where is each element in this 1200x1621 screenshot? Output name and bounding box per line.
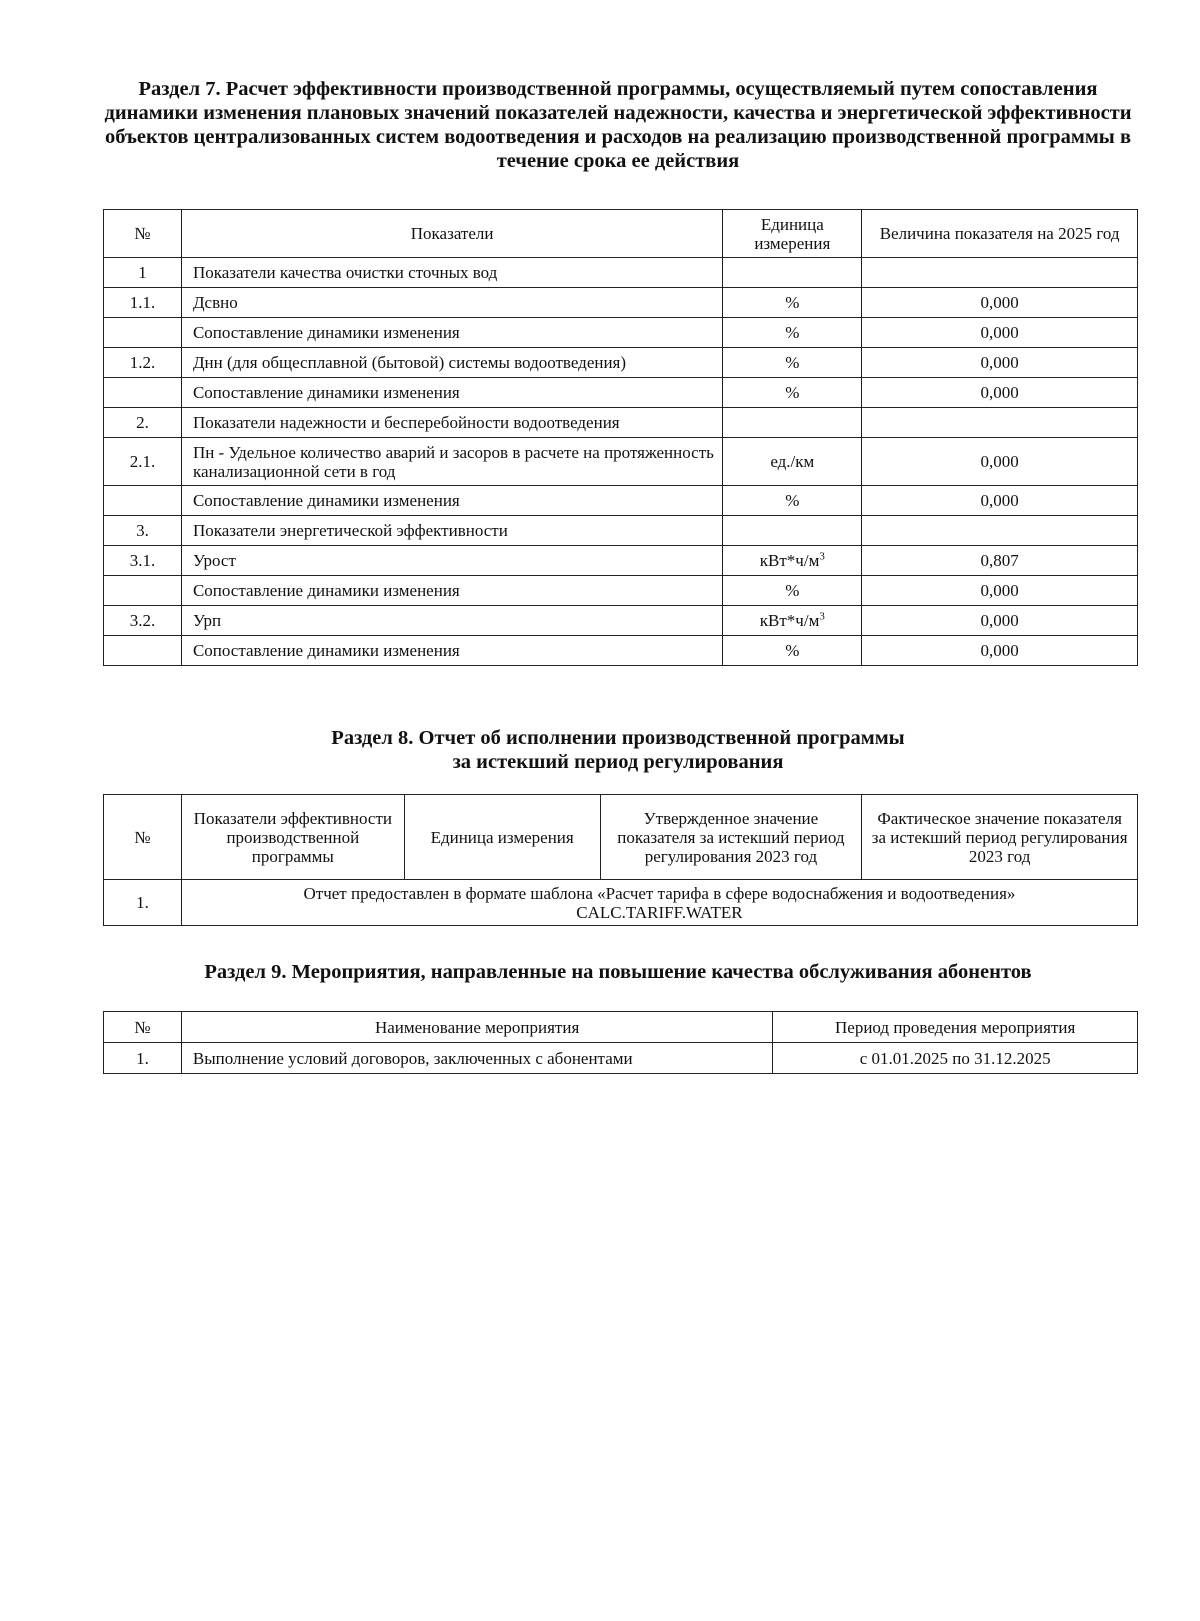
report-text-line2: CALC.TARIFF.WATER	[576, 902, 743, 922]
row-unit-text: кВт*ч/м	[759, 551, 820, 570]
row-num-text: 1.2.	[129, 353, 156, 372]
row-value-text: 0,000	[980, 353, 1019, 372]
row-value-text: 0,000	[980, 491, 1019, 510]
header-unit: Единица измерения	[723, 210, 862, 258]
table-row	[104, 378, 1138, 408]
row-unit	[723, 606, 862, 636]
section-8-table	[103, 794, 1138, 926]
header-unit: Единица измерения	[404, 795, 600, 880]
row-indicator	[181, 516, 722, 546]
row-num	[104, 516, 182, 546]
table-row	[104, 288, 1138, 318]
row-indicator	[181, 636, 722, 666]
row-unit	[723, 516, 862, 546]
row-num	[104, 288, 182, 318]
row-indicator	[181, 576, 722, 606]
row-value-text: 0,000	[980, 323, 1019, 342]
row-indicator-text: Сопоставление динамики изменения	[192, 581, 460, 600]
table-row	[104, 348, 1138, 378]
row-unit	[723, 318, 862, 348]
row-unit-text: %	[785, 323, 800, 342]
row-value	[862, 486, 1138, 516]
row-indicator-text: Сопоставление динамики изменения	[192, 491, 460, 510]
row-unit	[723, 378, 862, 408]
table-row	[104, 486, 1138, 516]
table-row	[104, 576, 1138, 606]
row-value	[862, 408, 1138, 438]
header-num: №	[104, 795, 182, 880]
row-value	[862, 516, 1138, 546]
section-7-table	[103, 209, 1138, 666]
table-row	[104, 546, 1138, 576]
header-actual: Фактическое значение показателя за истекший период регулирования 2023 год	[862, 795, 1138, 880]
row-indicator	[181, 546, 722, 576]
row-num	[104, 378, 182, 408]
row-unit-text: %	[785, 641, 800, 660]
section-8-title-line1: Раздел 8. Отчет об исполнении производственной программы	[331, 727, 905, 749]
row-value	[862, 318, 1138, 348]
row-num	[104, 546, 182, 576]
header-approved: Утвержденное значение показателя за истекший период регулирования 2023 год	[600, 795, 862, 880]
unit-superscript: 3	[819, 550, 825, 563]
row-num-text: 3.1.	[129, 551, 156, 570]
table-row	[104, 636, 1138, 666]
row-unit	[723, 636, 862, 666]
row-value-text: 0,000	[980, 452, 1019, 471]
section-9-table	[103, 1011, 1138, 1074]
row-value-text: 0,807	[980, 551, 1019, 570]
row-num: 1.	[104, 1043, 182, 1074]
report-text-line1: Отчет предоставлен в формате шаблона «Расчет тарифа в сфере водоснабжения и водоотведения»	[303, 883, 1016, 903]
row-num-text: 1.1.	[129, 293, 156, 312]
header-name: Наименование мероприятия	[181, 1012, 772, 1043]
row-unit-text: ед./км	[770, 452, 815, 471]
row-indicator	[181, 438, 722, 486]
row-value	[862, 288, 1138, 318]
row-indicator	[181, 258, 722, 288]
header-num: №	[104, 210, 182, 258]
row-indicator-text: Сопоставление динамики изменения	[192, 641, 460, 660]
row-num-text: 3.	[136, 521, 149, 540]
row-unit-text: %	[785, 293, 800, 312]
row-value-text: 0,000	[980, 611, 1019, 630]
table-header-row	[104, 795, 1138, 880]
row-name: Выполнение условий договоров, заключенных с абонентами	[181, 1043, 772, 1074]
header-indicator: Показатели эффективности производственной программы	[181, 795, 404, 880]
table-row	[104, 880, 1138, 926]
row-unit-text: %	[785, 491, 800, 510]
row-unit	[723, 288, 862, 318]
row-indicator	[181, 378, 722, 408]
row-unit-text: кВт*ч/м	[759, 611, 820, 630]
row-unit	[723, 576, 862, 606]
row-indicator-text: Сопоставление динамики изменения	[192, 323, 460, 342]
row-report-text	[181, 880, 1137, 926]
row-value-text: 0,000	[980, 383, 1019, 402]
table-row	[104, 408, 1138, 438]
row-num-text: 2.	[136, 413, 149, 432]
row-num: 1.	[104, 880, 182, 926]
row-num	[104, 486, 182, 516]
row-unit	[723, 486, 862, 516]
row-indicator-text: Показатели энергетической эффективности	[192, 521, 508, 540]
row-period: с 01.01.2025 по 31.12.2025	[773, 1043, 1138, 1074]
row-value	[862, 546, 1138, 576]
row-unit-text: %	[785, 581, 800, 600]
table-header-row	[104, 1012, 1138, 1043]
section-7-table-body	[104, 258, 1138, 666]
section-9-title: Раздел 9. Мероприятия, направленные на повышение качества обслуживания абонентов	[204, 961, 1032, 983]
row-indicator	[181, 408, 722, 438]
row-value-text: 0,000	[980, 581, 1019, 600]
table-row	[104, 1043, 1138, 1074]
row-value	[862, 348, 1138, 378]
table-row	[104, 606, 1138, 636]
section-8-title	[100, 726, 1136, 774]
row-value	[862, 576, 1138, 606]
table-row	[104, 258, 1138, 288]
row-num-text: 3.2.	[129, 611, 156, 630]
row-indicator-text: Пн - Удельное количество аварий и засоров в расчете на протяженность канализационной сети в год	[192, 442, 714, 481]
row-unit-text: %	[785, 353, 800, 372]
row-indicator	[181, 288, 722, 318]
row-indicator	[181, 318, 722, 348]
row-value	[862, 258, 1138, 288]
row-indicator-text: Показатели надежности и бесперебойности водоотведения	[192, 413, 620, 432]
row-unit-text: %	[785, 383, 800, 402]
row-indicator	[181, 606, 722, 636]
row-unit	[723, 408, 862, 438]
row-num	[104, 438, 182, 486]
header-num: №	[104, 1012, 182, 1043]
row-num	[104, 318, 182, 348]
row-value-text: 0,000	[980, 293, 1019, 312]
table-row	[104, 438, 1138, 486]
section-8-title-line2: за истекший период регулирования	[452, 751, 784, 773]
row-value	[862, 606, 1138, 636]
row-num	[104, 606, 182, 636]
row-indicator-text: Днн (для общесплавной (бытовой) системы водоотведения)	[192, 353, 627, 372]
table-header-row	[104, 210, 1138, 258]
row-unit	[723, 348, 862, 378]
row-num	[104, 348, 182, 378]
row-num-text: 2.1.	[129, 452, 156, 471]
header-period: Период проведения мероприятия	[773, 1012, 1138, 1043]
row-value	[862, 438, 1138, 486]
header-value: Величина показателя на 2025 год	[862, 210, 1138, 258]
row-value	[862, 378, 1138, 408]
row-indicator-text: Показатели качества очистки сточных вод	[192, 263, 498, 282]
unit-superscript: 3	[819, 610, 825, 623]
table-row	[104, 516, 1138, 546]
row-indicator-text: Урп	[192, 611, 222, 630]
row-num-text: 1	[138, 263, 147, 282]
row-unit	[723, 546, 862, 576]
row-value-text: 0,000	[980, 641, 1019, 660]
row-unit	[723, 258, 862, 288]
row-num	[104, 408, 182, 438]
row-unit	[723, 438, 862, 486]
row-indicator-text: Урост	[192, 551, 236, 570]
row-num	[104, 636, 182, 666]
row-indicator-text: Сопоставление динамики изменения	[192, 383, 460, 402]
row-num	[104, 576, 182, 606]
row-indicator	[181, 348, 722, 378]
row-num	[104, 258, 182, 288]
row-indicator	[181, 486, 722, 516]
section-7-title: Раздел 7. Расчет эффективности производственной программы, осуществляемый путем сопоставления динамики изменения плановых значений показателей надежности, качества и энергетической эффективности объектов централизованных систем водоотведения и расходов на реализацию производственной программы в течение срока ее действия	[104, 78, 1132, 172]
header-indicator: Показатели	[181, 210, 722, 258]
row-indicator-text: Дсвно	[192, 293, 238, 312]
row-value	[862, 636, 1138, 666]
table-row	[104, 318, 1138, 348]
